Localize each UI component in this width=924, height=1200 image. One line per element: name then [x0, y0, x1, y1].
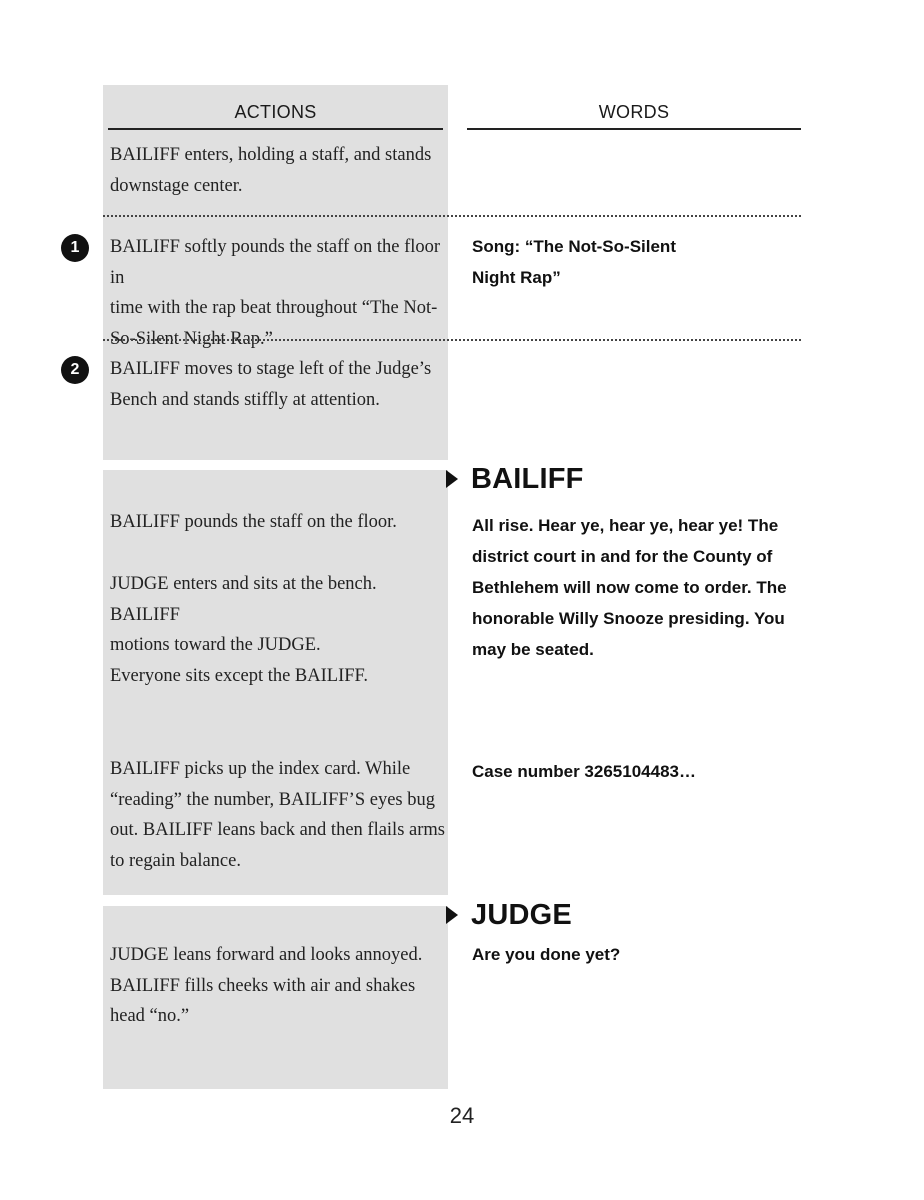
action-bailiff-index-card: BAILIFF picks up the index card. While “reading” the number, BAILIFF’S eyes bug out. BAILIFF leans back and then flails arms to regain balance.	[110, 759, 445, 871]
page-number: 24	[449, 1103, 475, 1128]
bailiff-line-all-rise: All rise. Hear ye, hear ye, hear ye! The district court in and for the County of Bethlehem will now come to order. The honorable Willy Snooze presiding. You may be seated.	[472, 516, 787, 659]
speaker-name: JUDGE	[471, 899, 572, 931]
play-arrow-icon	[446, 906, 458, 924]
speaker-judge	[446, 898, 572, 932]
play-arrow-icon	[446, 470, 458, 488]
actions-header: ACTIONS	[108, 100, 443, 130]
action-bailiff-pounds-softly: BAILIFF softly pounds the staff on the floor in time with the rap beat throughout “The Not- So-Silent Night Rap.”	[110, 237, 441, 349]
action-everyone-sits: Everyone sits except the BAILIFF.	[110, 666, 368, 686]
section-divider	[103, 215, 801, 217]
cue-marker-2: 2	[61, 356, 89, 384]
cue-marker-1: 1	[61, 234, 89, 262]
action-bailiff-moves: BAILIFF moves to stage left of the Judge’s Bench and stands stiffly at attention.	[110, 359, 432, 410]
speaker-name: BAILIFF	[471, 463, 584, 495]
bailiff-line-case-number: Case number 3265104483…	[472, 762, 696, 781]
section-divider	[103, 339, 801, 341]
action-judge-enters: JUDGE enters and sits at the bench. BAILIFF motions toward the JUDGE.	[110, 574, 377, 655]
words-header: WORDS	[467, 100, 801, 130]
action-judge-leans: JUDGE leans forward and looks annoyed. BAILIFF fills cheeks with air and shakes head “no.”	[110, 945, 423, 1026]
action-bailiff-enters: BAILIFF enters, holding a staff, and stands downstage center.	[110, 145, 432, 196]
speaker-bailiff	[446, 462, 584, 496]
judge-line-done-yet: Are you done yet?	[472, 945, 621, 964]
song-title: Song: “The Not-So-Silent Night Rap”	[472, 237, 676, 287]
action-bailiff-pounds: BAILIFF pounds the staff on the floor.	[110, 512, 397, 532]
